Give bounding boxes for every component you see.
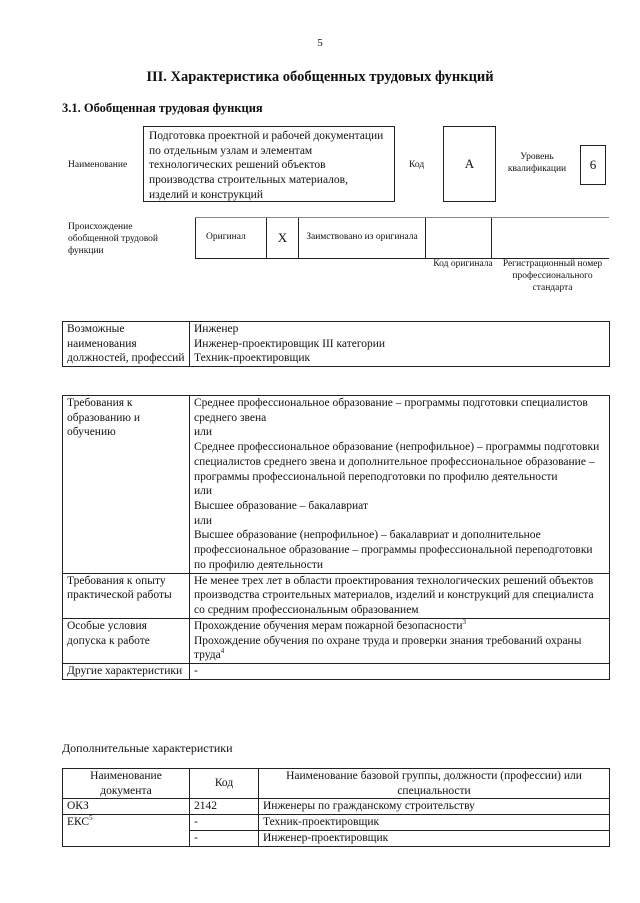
code-original-label: Код оригинала xyxy=(433,259,493,269)
group-name: Инженер-проектировщик xyxy=(259,830,610,846)
other-characteristics-value: - xyxy=(190,663,610,679)
code-label: Код xyxy=(409,160,425,170)
special-condition-fire: Прохождение обучения мерам пожарной безопасности xyxy=(194,619,463,632)
doc-code: - xyxy=(190,815,259,831)
education-line: Среднее профессиональное образование – программы подготовки специалистов среднего звена xyxy=(194,397,588,424)
qualification-level-box: 6 xyxy=(580,145,606,185)
footnote-ref: 4 xyxy=(220,647,225,656)
education-line: Высшее образование (непрофильное) – бакалавриат и дополнительное профессиональное образование – программы профессиональной переподготовки по профилю деятельности xyxy=(194,529,593,571)
footnote-ref: 5 xyxy=(89,814,93,823)
table-row xyxy=(63,799,610,815)
header-name: Наименование базовой группы, должности (профессии) или специальности xyxy=(259,769,610,799)
position-item: Техник-проектировщик xyxy=(194,352,311,365)
special-conditions-value xyxy=(190,618,610,663)
doc-code: 2142 xyxy=(190,799,259,815)
origin-row xyxy=(195,217,609,259)
education-line: Среднее профессиональное образование (непрофильное) – программы подготовки специалистов среднего звена и дополнительное профессиональное образование – программы профессиональной переподготовки по профилю деятельности xyxy=(194,441,600,483)
experience-label: Требования к опыту практической работы xyxy=(63,573,190,618)
education-line: или xyxy=(194,485,213,498)
position-item: Инженер-проектировщик III категории xyxy=(194,337,386,350)
qualification-level-label: Уровень квалификации xyxy=(507,152,567,174)
footnote-ref: 3 xyxy=(462,617,467,626)
name-label: Наименование xyxy=(68,160,128,170)
education-label: Требования к образованию и обучению xyxy=(63,396,190,574)
other-characteristics-label: Другие характеристики xyxy=(63,663,190,679)
table-row xyxy=(63,815,610,831)
header-code: Код xyxy=(190,769,259,799)
positions-table xyxy=(62,321,610,367)
special-conditions-label: Особые условия допуска к работе xyxy=(63,618,190,663)
group-name: Инженеры по гражданскому строительству xyxy=(259,799,610,815)
code-original-cell xyxy=(426,218,492,258)
special-condition-labor: Прохождение обучения по охране труда и проверки знания требований охраны труда xyxy=(194,634,582,662)
original-mark: X xyxy=(267,218,299,258)
doc-name: ЕКС xyxy=(67,816,90,829)
borrowed-label: Заимствовано из оригинала xyxy=(299,218,426,258)
additional-characteristics-table xyxy=(62,768,610,847)
group-name: Техник-проектировщик xyxy=(259,815,610,831)
education-line: или xyxy=(194,514,213,527)
education-value xyxy=(190,396,610,574)
page-number: 5 xyxy=(317,37,323,49)
code-value-box: А xyxy=(443,126,496,202)
experience-value: Не менее трех лет в области проектирования технологических решений объектов производства строительных материалов, изделий и конструкций для специалиста со средним профессиональным образованием xyxy=(190,573,610,618)
function-name-box: Подготовка проектной и рабочей документации по отдельным узлам и элементам технологических решений объектов производства строительных материалов, изделий и конструкций xyxy=(143,126,395,202)
additional-characteristics-title: Дополнительные характеристики xyxy=(62,741,233,755)
education-line: Высшее образование – бакалавриат xyxy=(194,500,368,513)
reg-number-label: Регистрационный номер профессионального стандарта xyxy=(502,259,603,293)
table-row xyxy=(63,830,610,846)
doc-name: ОКЗ xyxy=(67,800,89,813)
position-item: Инженер xyxy=(194,323,239,335)
subsection-title: 3.1. Обобщенная трудовая функция xyxy=(62,101,263,115)
positions-list xyxy=(190,322,610,367)
origin-label: Происхождение обобщенной трудовой функции xyxy=(68,222,158,256)
doc-code: - xyxy=(190,830,259,846)
header-document: Наименование документа xyxy=(63,769,190,799)
education-line: или xyxy=(194,426,213,439)
original-label: Оригинал xyxy=(195,218,267,258)
section-title: III. Характеристика обобщенных трудовых функций xyxy=(146,69,494,85)
requirements-table xyxy=(62,395,610,680)
positions-label: Возможные наименования должностей, профессий xyxy=(63,322,190,367)
reg-number-cell xyxy=(492,218,609,258)
